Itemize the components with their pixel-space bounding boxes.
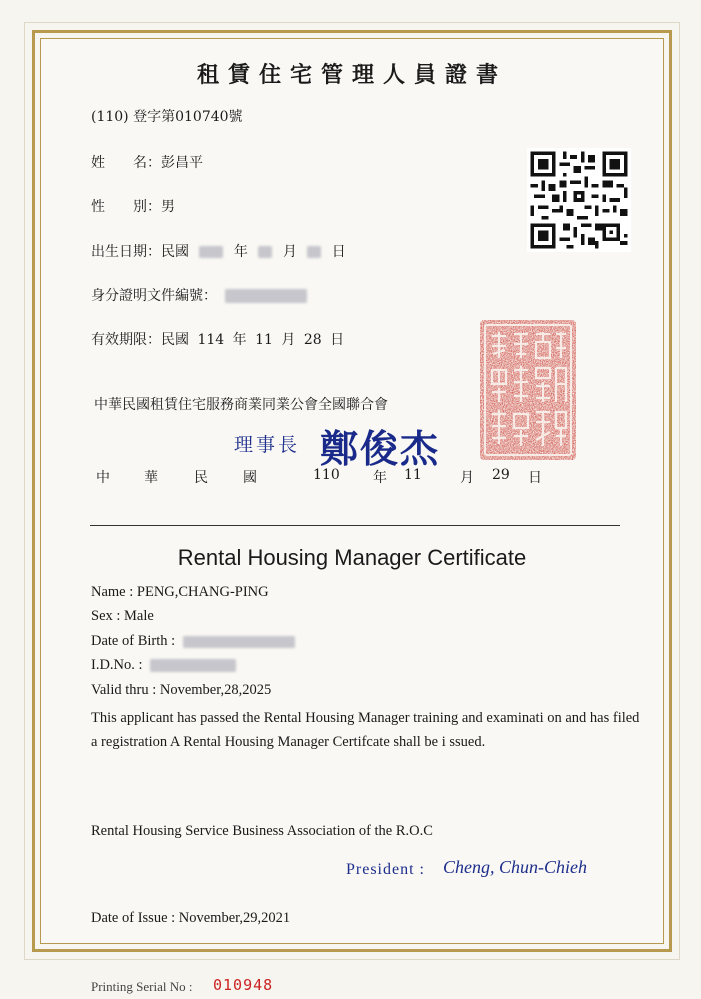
valid-label-zh: 有效期限：民國	[91, 332, 189, 348]
association-name-zh: 中華民國租賃住宅服務商業同業公會全國聯合會	[94, 397, 388, 413]
redacted-dob-day	[307, 246, 321, 258]
valid-row-zh	[91, 329, 344, 349]
id-row-en	[91, 657, 236, 674]
official-red-seal	[478, 318, 578, 462]
id-row-zh	[91, 285, 307, 305]
issue-date-en: Date of Issue : November,29,2021	[91, 910, 291, 926]
president-signature-en: Cheng, Chun-Chieh	[443, 857, 587, 877]
dob-row-zh	[91, 241, 346, 261]
name-value-zh: 彭昌平	[161, 155, 203, 171]
issue-month-unit-zh: 月	[460, 470, 474, 486]
valid-day-zh: 28	[303, 332, 322, 348]
valid-line-en: Valid thru : November,28,2025	[91, 682, 272, 698]
redacted-dob-en	[183, 636, 295, 648]
serial-number: 010948	[213, 976, 274, 994]
issue-day-unit-zh: 日	[528, 470, 542, 486]
issue-date-char-2: 華	[144, 470, 158, 486]
name-label-zh: 姓 名：	[91, 155, 161, 171]
redacted-id-number-zh	[225, 289, 307, 303]
id-label-en: I.D.No. :	[91, 657, 143, 673]
dob-label-zh: 出生日期：民國	[91, 244, 189, 260]
name-line-en: Name : PENG,CHANG-PING	[91, 584, 269, 600]
issue-day-zh: 29	[492, 467, 510, 483]
dob-label-en: Date of Birth :	[91, 633, 176, 649]
registration-number: (110) 登字第010740號	[91, 109, 243, 125]
valid-year-zh: 114	[197, 332, 225, 348]
name-row-zh	[91, 152, 203, 172]
sex-value-zh: 男	[161, 199, 175, 215]
valid-day-unit: 日	[330, 332, 345, 348]
redacted-dob-year	[199, 246, 223, 258]
certificate-title-zh: 租賃住宅管理人員證書	[196, 62, 507, 88]
sex-row-zh	[91, 196, 175, 216]
issue-date-char-1: 中	[96, 470, 110, 486]
issue-year-unit-zh: 年	[373, 470, 387, 486]
redacted-dob-month	[258, 246, 272, 258]
sex-label-zh: 性 別：	[91, 199, 161, 215]
dob-day-unit: 日	[331, 244, 346, 260]
redacted-id-number-en	[150, 659, 236, 672]
president-title-zh: 理事長	[234, 434, 301, 456]
issue-date-char-4: 國	[243, 470, 257, 486]
valid-month-unit: 月	[281, 332, 296, 348]
serial-label: Printing Serial No :	[91, 979, 193, 994]
section-divider	[90, 525, 620, 526]
valid-month-zh: 11	[255, 332, 273, 348]
dob-month-unit: 月	[282, 244, 297, 260]
president-signature-zh: 鄭俊杰	[320, 427, 441, 471]
issue-month-zh: 11	[404, 467, 422, 483]
certificate-title-en: Rental Housing Manager Certificate	[177, 545, 527, 570]
dob-year-unit: 年	[233, 244, 248, 260]
certification-statement: This applicant has passed the Rental Housing Manager training and examinati on and has filed a registration A Rental Housing Manager Certifcate shall be i ssued.	[91, 710, 640, 750]
president-label-en: President :	[346, 861, 425, 878]
dob-row-en	[91, 633, 295, 650]
qr-code[interactable]	[527, 148, 631, 252]
issue-year-zh: 110	[313, 467, 340, 483]
sex-line-en: Sex : Male	[91, 608, 154, 624]
valid-year-unit: 年	[232, 332, 247, 348]
issue-date-char-3: 民	[194, 470, 208, 486]
association-name-en: Rental Housing Service Business Association of the R.O.C	[91, 823, 433, 839]
id-label-zh: 身分證明文件編號：	[91, 288, 217, 304]
